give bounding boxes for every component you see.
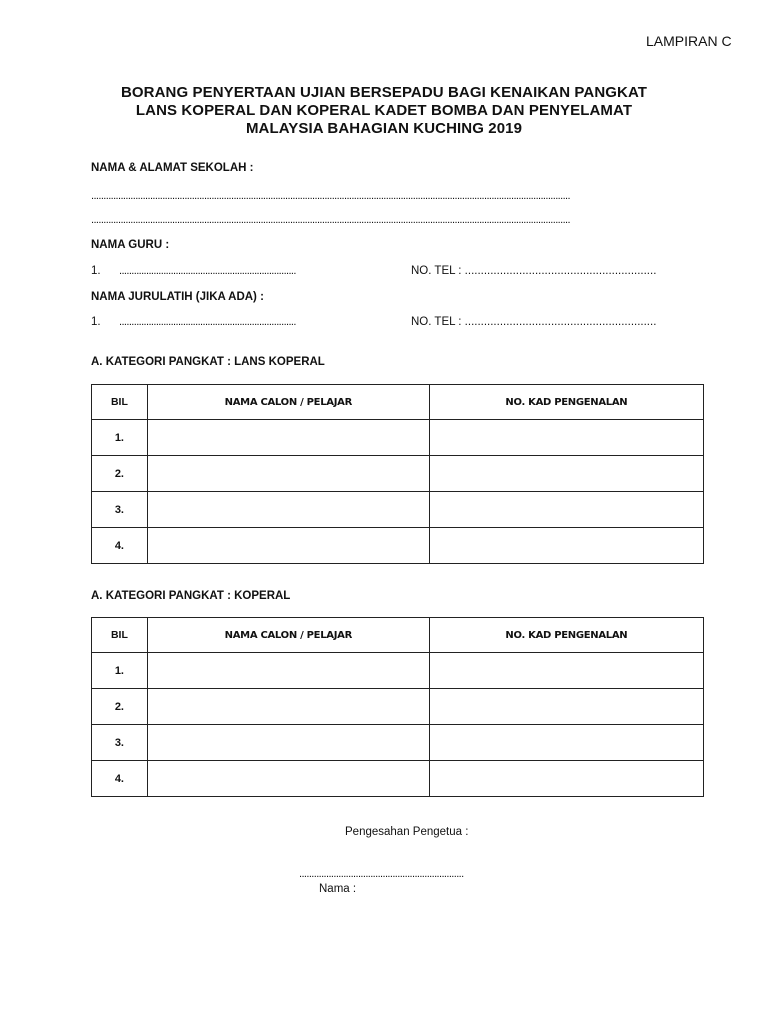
teacher-phone-field[interactable]: NO. TEL : ............................................................ bbox=[411, 265, 657, 277]
candidate-name-cell[interactable] bbox=[147, 653, 429, 689]
ic-number-cell[interactable] bbox=[429, 456, 703, 492]
school-address-line-2[interactable]: ................................................................................................................................................................................................... bbox=[91, 214, 570, 226]
table-row bbox=[92, 456, 704, 492]
ic-number-cell[interactable] bbox=[429, 653, 703, 689]
ic-number-cell[interactable] bbox=[429, 492, 703, 528]
ic-number-cell[interactable] bbox=[429, 528, 703, 564]
ic-number-cell[interactable] bbox=[429, 689, 703, 725]
row-number: 2. bbox=[92, 689, 148, 725]
table-row bbox=[92, 761, 704, 797]
form-title-line-3: MALAYSIA BAHAGIAN KUCHING 2019 bbox=[245, 120, 523, 137]
header-bil: BIL bbox=[92, 618, 148, 653]
teacher-name-field[interactable]: ........................................................................ bbox=[119, 265, 296, 277]
school-name-address-label: NAMA & ALAMAT SEKOLAH : bbox=[91, 162, 254, 174]
row-number: 4. bbox=[92, 761, 148, 797]
form-title-line-2: LANS KOPERAL DAN KOPERAL KADET BOMBA DAN PENYELAMAT bbox=[135, 102, 633, 119]
ic-number-cell[interactable] bbox=[429, 420, 703, 456]
row-number: 1. bbox=[92, 420, 148, 456]
table-header-row bbox=[92, 385, 704, 420]
candidate-name-cell[interactable] bbox=[147, 420, 429, 456]
trainer-number: 1. bbox=[91, 316, 101, 328]
header-bil: BIL bbox=[92, 385, 148, 420]
table-row bbox=[92, 528, 704, 564]
teacher-number: 1. bbox=[91, 265, 101, 277]
row-number: 1. bbox=[92, 653, 148, 689]
header-no-kad: NO. KAD PENGENALAN bbox=[429, 385, 703, 420]
table-row bbox=[92, 689, 704, 725]
table-row bbox=[92, 653, 704, 689]
principal-name-label: Nama : bbox=[319, 883, 357, 895]
table-header-row bbox=[92, 618, 704, 653]
row-number: 4. bbox=[92, 528, 148, 564]
row-number: 3. bbox=[92, 725, 148, 761]
row-number: 2. bbox=[92, 456, 148, 492]
lans-koperal-table bbox=[91, 384, 704, 564]
candidate-name-cell[interactable] bbox=[147, 761, 429, 797]
candidate-name-cell[interactable] bbox=[147, 689, 429, 725]
table-row bbox=[92, 725, 704, 761]
section-lans-koperal-heading: A. KATEGORI PANGKAT : LANS KOPERAL bbox=[91, 356, 325, 368]
ic-number-cell[interactable] bbox=[429, 761, 703, 797]
table-row bbox=[92, 492, 704, 528]
koperal-table bbox=[91, 617, 704, 797]
candidate-name-cell[interactable] bbox=[147, 492, 429, 528]
row-number: 3. bbox=[92, 492, 148, 528]
candidate-name-cell[interactable] bbox=[147, 528, 429, 564]
header-nama-calon: NAMA CALON / PELAJAR bbox=[147, 385, 429, 420]
header-nama-calon: NAMA CALON / PELAJAR bbox=[147, 618, 429, 653]
school-address-line-1[interactable]: ................................................................................................................................................................................................... bbox=[91, 190, 570, 202]
section-koperal-heading: A. KATEGORI PANGKAT : KOPERAL bbox=[91, 590, 291, 602]
header-no-kad: NO. KAD PENGENALAN bbox=[429, 618, 703, 653]
ic-number-cell[interactable] bbox=[429, 725, 703, 761]
form-title-line-1: BORANG PENYERTAAN UJIAN BERSEPADU BAGI KENAIKAN PANGKAT bbox=[120, 84, 648, 101]
principal-signature-line[interactable]: ................................................................... bbox=[299, 868, 464, 880]
table-row bbox=[92, 420, 704, 456]
candidate-name-cell[interactable] bbox=[147, 456, 429, 492]
trainer-phone-field[interactable]: NO. TEL : ............................................................ bbox=[411, 316, 657, 328]
candidate-name-cell[interactable] bbox=[147, 725, 429, 761]
trainer-name-field[interactable]: ........................................................................ bbox=[119, 316, 296, 328]
principal-verification-label: Pengesahan Pengetua : bbox=[345, 826, 469, 838]
teacher-name-label: NAMA GURU : bbox=[91, 239, 170, 251]
trainer-name-label: NAMA JURULATIH (JIKA ADA) : bbox=[91, 291, 264, 303]
appendix-label: LAMPIRAN C bbox=[646, 33, 732, 49]
